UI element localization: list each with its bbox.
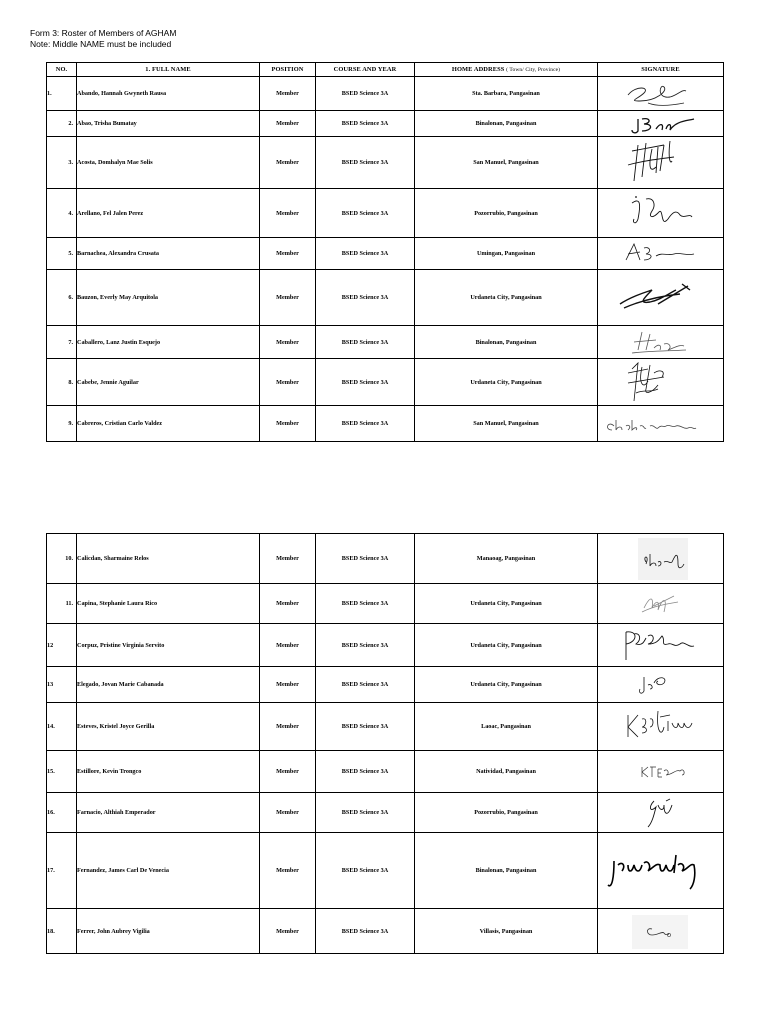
home-address: Pozorrubio, Pangasinan	[415, 793, 598, 833]
signature-image	[598, 833, 724, 909]
signature-image	[598, 406, 724, 442]
table-row	[47, 751, 724, 793]
course-year: BSED Science 3A	[316, 137, 415, 189]
signature-cell	[598, 77, 724, 111]
position: Member	[260, 238, 316, 270]
position: Member	[260, 624, 316, 667]
signature-image	[598, 326, 724, 359]
table-row	[47, 909, 724, 954]
position: Member	[260, 77, 316, 111]
signature-image	[598, 667, 724, 703]
course-year: BSED Science 3A	[316, 751, 415, 793]
roster-table-2	[46, 533, 724, 954]
home-address: Natividad, Pangasinan	[415, 751, 598, 793]
row-number: 16.	[47, 793, 77, 833]
signature-image	[598, 359, 724, 406]
row-number: 12	[47, 624, 77, 667]
signature-cell	[598, 833, 724, 909]
signature-cell	[598, 624, 724, 667]
header-address-label: HOME ADDRESS	[451, 66, 505, 73]
row-number: 2.	[47, 111, 77, 137]
position: Member	[260, 326, 316, 359]
position: Member	[260, 270, 316, 326]
position: Member	[260, 833, 316, 909]
table-row	[47, 406, 724, 442]
row-number: 3.	[47, 137, 77, 189]
full-name: Farnacio, Althiah Emperador	[77, 793, 260, 833]
position: Member	[260, 703, 316, 751]
row-number: 7.	[47, 326, 77, 359]
signature-image	[598, 703, 724, 751]
full-name: Elegado, Jovan Marie Cabanada	[77, 667, 260, 703]
signature-cell	[598, 137, 724, 189]
course-year: BSED Science 3A	[316, 270, 415, 326]
position: Member	[260, 667, 316, 703]
row-number: 17.	[47, 833, 77, 909]
signature-image	[598, 624, 724, 667]
signature-image	[598, 584, 724, 624]
signature-cell	[598, 534, 724, 584]
position: Member	[260, 534, 316, 584]
home-address: Urdaneta City, Pangasinan	[415, 270, 598, 326]
table-row	[47, 238, 724, 270]
full-name: Ferrer, John Aubrey Vigilia	[77, 909, 260, 954]
signature-cell	[598, 189, 724, 238]
course-year: BSED Science 3A	[316, 326, 415, 359]
position: Member	[260, 751, 316, 793]
home-address: San Manuel, Pangasinan	[415, 406, 598, 442]
table-row	[47, 534, 724, 584]
home-address: Villasis, Pangasinan	[415, 909, 598, 954]
table-row	[47, 624, 724, 667]
signature-cell	[598, 703, 724, 751]
table-row	[47, 833, 724, 909]
home-address: Pozorrubio, Pangasinan	[415, 189, 598, 238]
table-row	[47, 189, 724, 238]
header-no: NO.	[47, 63, 77, 77]
table-row	[47, 137, 724, 189]
full-name: Acosta, Domhalyn Mae Solis	[77, 137, 260, 189]
home-address: Urdaneta City, Pangasinan	[415, 667, 598, 703]
signature-cell	[598, 406, 724, 442]
row-number: 8.	[47, 359, 77, 406]
position: Member	[260, 359, 316, 406]
row-number: 14.	[47, 703, 77, 751]
home-address: Manaoag, Pangasinan	[415, 534, 598, 584]
signature-cell	[598, 238, 724, 270]
full-name: Abao, Trisha Bumatay	[77, 111, 260, 137]
position: Member	[260, 189, 316, 238]
form-header	[30, 28, 176, 50]
signature-cell	[598, 751, 724, 793]
home-address: Binalonan, Pangasinan	[415, 833, 598, 909]
full-name: Corpuz, Pristine Virginia Servito	[77, 624, 260, 667]
signature-cell	[598, 111, 724, 137]
full-name: Arellano, Fel Jalen Perez	[77, 189, 260, 238]
full-name: Abando, Hannah Gwyneth Rausa	[77, 77, 260, 111]
signature-image	[598, 751, 724, 793]
position: Member	[260, 793, 316, 833]
home-address: Umingan, Pangasinan	[415, 238, 598, 270]
header-course-year: COURSE AND YEAR	[316, 63, 415, 77]
signature-image	[598, 270, 724, 326]
position: Member	[260, 909, 316, 954]
course-year: BSED Science 3A	[316, 584, 415, 624]
row-number: 18.	[47, 909, 77, 954]
full-name: Caballero, Lanz Justin Esquejo	[77, 326, 260, 359]
signature-cell	[598, 667, 724, 703]
table-row	[47, 326, 724, 359]
signature-cell	[598, 584, 724, 624]
row-number: 10.	[47, 534, 77, 584]
table-row	[47, 584, 724, 624]
home-address: Laoac, Pangasinan	[415, 703, 598, 751]
course-year: BSED Science 3A	[316, 909, 415, 954]
course-year: BSED Science 3A	[316, 189, 415, 238]
signature-image	[598, 909, 724, 954]
form-title: Form 3: Roster of Members of AGHAM	[30, 28, 177, 38]
home-address: Binalonan, Pangasinan	[415, 326, 598, 359]
signature-cell	[598, 326, 724, 359]
signature-image	[598, 111, 724, 137]
roster-table-1	[46, 62, 724, 442]
home-address: Binalonan, Pangasinan	[415, 111, 598, 137]
course-year: BSED Science 3A	[316, 77, 415, 111]
signature-image	[598, 137, 724, 189]
home-address: Urdaneta City, Pangasinan	[415, 359, 598, 406]
table-row	[47, 703, 724, 751]
header-full-name: 1. FULL NAME	[77, 63, 260, 77]
signature-image	[598, 77, 724, 111]
course-year: BSED Science 3A	[316, 793, 415, 833]
table-row	[47, 793, 724, 833]
position: Member	[260, 406, 316, 442]
position: Member	[260, 111, 316, 137]
signature-cell	[598, 793, 724, 833]
course-year: BSED Science 3A	[316, 833, 415, 909]
course-year: BSED Science 3A	[316, 667, 415, 703]
course-year: BSED Science 3A	[316, 359, 415, 406]
full-name: Bauzon, Everly May Arquitola	[77, 270, 260, 326]
course-year: BSED Science 3A	[316, 111, 415, 137]
signature-cell	[598, 270, 724, 326]
full-name: Cabebe, Jennie Aguilar	[77, 359, 260, 406]
row-number: 1.	[47, 77, 77, 111]
row-number: 11.	[47, 584, 77, 624]
header-home-address	[415, 63, 598, 77]
header-position: POSITION	[260, 63, 316, 77]
full-name: Esteves, Kristel Joyce Gerilla	[77, 703, 260, 751]
signature-image	[598, 534, 724, 584]
course-year: BSED Science 3A	[316, 624, 415, 667]
table-row	[47, 359, 724, 406]
header-address-hint: ( Town/ City, Province)	[506, 67, 561, 73]
row-number: 4.	[47, 189, 77, 238]
course-year: BSED Science 3A	[316, 406, 415, 442]
row-number: 15.	[47, 751, 77, 793]
row-number: 6.	[47, 270, 77, 326]
form-note: Note: Middle NAME must be included	[30, 39, 172, 49]
full-name: Barnachea, Alexandra Crusata	[77, 238, 260, 270]
position: Member	[260, 137, 316, 189]
row-number: 5.	[47, 238, 77, 270]
signature-image	[598, 793, 724, 833]
signature-cell	[598, 909, 724, 954]
row-number: 9.	[47, 406, 77, 442]
home-address: Urdaneta City, Pangasinan	[415, 624, 598, 667]
course-year: BSED Science 3A	[316, 534, 415, 584]
full-name: Fernandez, James Carl De Venecia	[77, 833, 260, 909]
course-year: BSED Science 3A	[316, 238, 415, 270]
full-name: Estillore, Kevin Trongco	[77, 751, 260, 793]
signature-cell	[598, 359, 724, 406]
table-row	[47, 667, 724, 703]
position: Member	[260, 584, 316, 624]
table-header-row	[47, 63, 724, 77]
full-name: Cabreros, Cristian Carlo Valdez	[77, 406, 260, 442]
signature-image	[598, 189, 724, 238]
home-address: Sta. Barbara, Pangasinan	[415, 77, 598, 111]
home-address: San Manuel, Pangasinan	[415, 137, 598, 189]
signature-image	[598, 238, 724, 270]
table-row	[47, 77, 724, 111]
full-name: Capina, Stephanie Laura Rico	[77, 584, 260, 624]
row-number: 13	[47, 667, 77, 703]
table-row	[47, 111, 724, 137]
header-signature: SIGNATURE	[598, 63, 724, 77]
table-row	[47, 270, 724, 326]
full-name: Calicdan, Sharmaine Relos	[77, 534, 260, 584]
home-address: Urdaneta City, Pangasinan	[415, 584, 598, 624]
course-year: BSED Science 3A	[316, 703, 415, 751]
